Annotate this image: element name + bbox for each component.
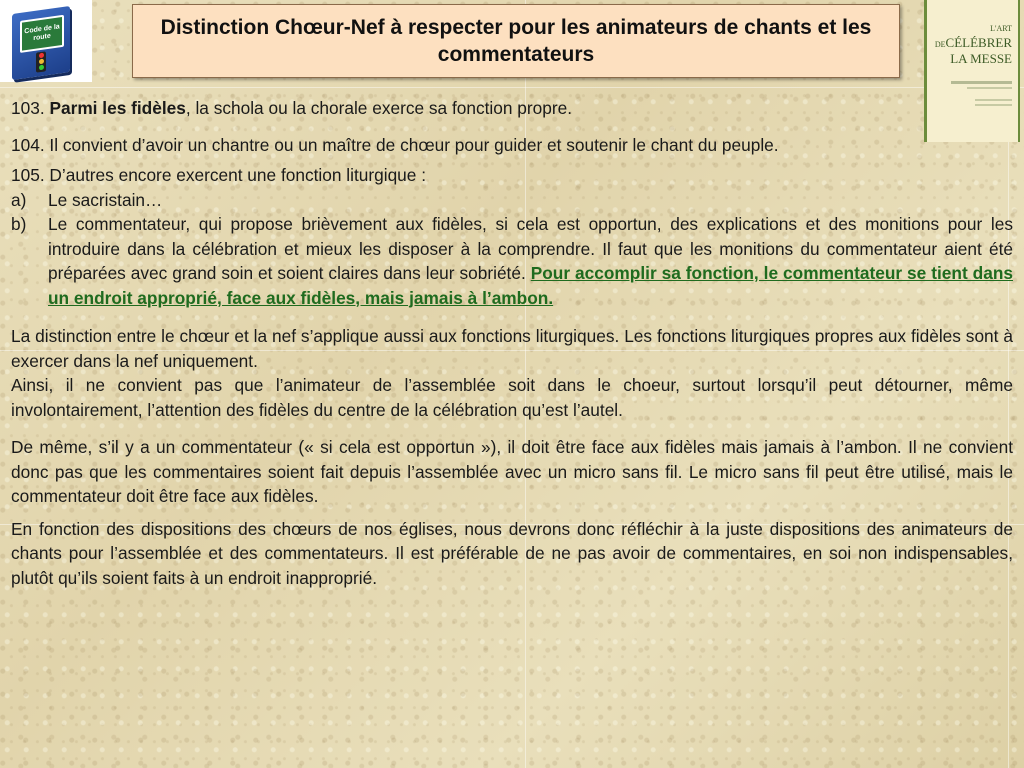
title-box [132, 4, 900, 78]
cover-line: L'ART [990, 24, 1012, 33]
main-text [11, 96, 1013, 590]
list-item-text: Le sacristain… [48, 189, 163, 210]
list-marker: a) [11, 189, 27, 210]
traffic-light-icon [36, 51, 46, 72]
paragraph-de-meme: De même, s’il y a un commentateur (« si cela est opportun »), il doit être face aux fidèles mais jamais à l’ambon. Il ne convient donc pas que les commentaires soient fait depuis l’assemblée avec un micro sans fil. Le micro sans fil peut être utilisé, mais le commentateur doit être face aux fidèles. [11, 437, 1013, 506]
cover-fine-print [967, 87, 1012, 89]
highlighted-rule: Pour accomplir sa fonction, le commentateur se tient dans un endroit approprié, face aux fidèles, mais jamais à l’ambon. [48, 263, 1013, 308]
paragraph-103 [11, 96, 1013, 121]
paragraph-distinction: La distinction entre le chœur et la nef s’applique aussi aux fonctions liturgiques. Les fonctions liturgiques propres aux fidèles sont à exercer dans la nef uniquement. [11, 326, 1013, 371]
paragraph-number: 103. [11, 98, 45, 118]
cover-fine-print [951, 81, 1012, 84]
list-item [11, 188, 1013, 213]
code-de-la-route-logo [0, 0, 92, 82]
cover-line: DE [934, 40, 946, 49]
code-de-la-route-book-icon [12, 6, 70, 80]
page-title: Distinction Chœur-Nef à respecter pour les animateurs de chants et les commentateurs [160, 16, 872, 66]
paragraph-104: 104. Il convient d’avoir un chantre ou un maître de chœur pour guider et soutenir le chant du peuple. [11, 134, 779, 155]
list-item [11, 212, 1013, 310]
cover-line: LA MESSE [950, 51, 1012, 66]
emphasis-text: Parmi les fidèles [49, 98, 186, 118]
list-marker: b) [11, 214, 27, 234]
cover-line: CÉLÉBRER [945, 35, 1012, 50]
list-item-text [48, 212, 1013, 310]
paragraph-text: , la schola ou la chorale exerce sa fonction propre. [185, 98, 573, 118]
paragraph-105-intro: 105. D’autres encore exercent une fonction liturgique : [11, 165, 427, 185]
background-grid-line [0, 87, 1024, 88]
commentator-text: Le commentateur, qui propose brièvement aux fidèles, si cela est opportun, des explications et des monitions pour les introduire dans la célébration et mieux les disposer à la comprendre. Il faut que les monitions du commentateur aient été préparées avec grand soin et soient claires dans leur sobriété. [48, 214, 1013, 283]
paragraph-en-fonction: En fonction des dispositions des chœurs de nos églises, nous devrons donc réfléchir à la juste dispositions des animateurs de chants pour l’assemblée et des commentateurs. Il est préférable de ne pas avoir de commentaires, en soi non indispensables, plutôt qu’ils soient faits à un endroit inapproprié. [11, 518, 1013, 588]
paragraph-ainsi: Ainsi, il ne convient pas que l’animateur de l’assemblée soit dans le choeur, surtout lorsqu’il peut détourner, même involontairement, l’attention des fidèles du centre de la célébration qu’est l’autel. [11, 375, 1013, 420]
logo-sign: Code de la route [20, 15, 64, 53]
